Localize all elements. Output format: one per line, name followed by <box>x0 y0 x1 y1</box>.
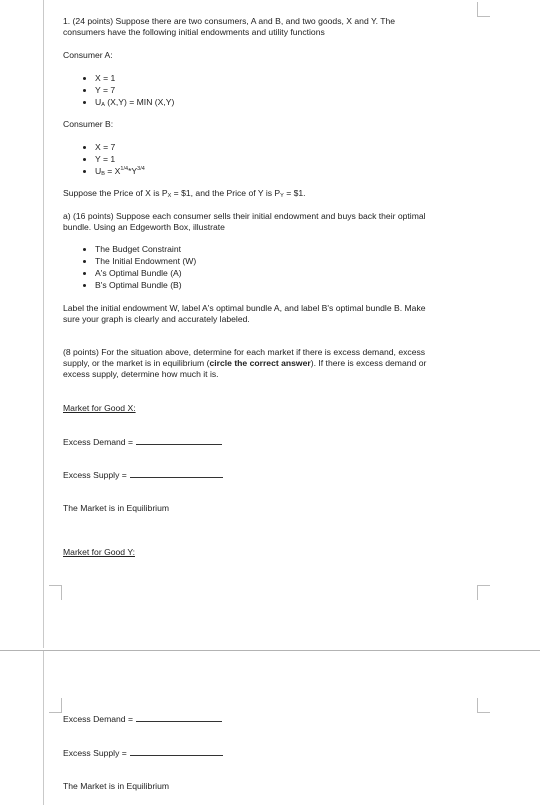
consumer-b-utility: $U_B = X^{1/4}*Y^{3/4}$ <box>95 166 145 177</box>
margin-corner-bottom-right <box>477 585 490 600</box>
margin-corner-bottom-left <box>49 585 62 600</box>
part-a-item-endowment: The Initial Endowment (W) <box>95 256 197 266</box>
answer-blank-y-demand[interactable] <box>136 713 222 722</box>
part-b-line1: (8 points) For the situation above, determine for each market if there is excess demand, excess <box>63 347 426 357</box>
bullet-dot <box>83 77 86 80</box>
part-b-line3: excess supply, determine how much it is. <box>63 369 219 379</box>
part-a-item-budget: The Budget Constraint <box>95 244 181 254</box>
page2-left-edge <box>43 651 44 805</box>
market-y-excess-demand: Excess Demand = <box>63 713 222 725</box>
consumer-a-heading: Consumer A: <box>63 50 113 60</box>
part-a-line1: a) (16 points) Suppose each consumer sells their initial endowment and buys back their optimal <box>63 211 426 221</box>
part-a-item-a-bundle: A's Optimal Bundle (A) <box>95 268 182 278</box>
market-x-heading: Market for Good X: <box>63 403 136 413</box>
consumer-b-x: X = 7 <box>95 142 116 152</box>
consumer-b-y: Y = 1 <box>95 154 116 164</box>
consumer-a-y: Y = 7 <box>95 85 116 95</box>
consumer-a-x: X = 1 <box>95 73 116 83</box>
question-intro-line1: 1. (24 points) Suppose there are two consumers, A and B, and two goods, X and Y. The <box>63 16 396 26</box>
page-left-edge <box>43 0 44 648</box>
market-y-equilibrium[interactable]: The Market is in Equilibrium <box>63 781 170 791</box>
answer-blank-x-demand[interactable] <box>136 436 222 445</box>
answer-blank-x-supply[interactable] <box>130 469 223 478</box>
part-a-line2: bundle. Using an Edgeworth Box, illustrate <box>63 222 225 232</box>
bullet-dot <box>83 158 86 161</box>
margin-corner-top-right <box>477 2 490 17</box>
part-a-label-line2: sure your graph is clearly and accurately labeled. <box>63 314 250 324</box>
market-x-excess-demand: Excess Demand = <box>63 436 222 448</box>
page-break <box>0 650 540 651</box>
bullet-dot <box>83 146 86 149</box>
prices-statement: Suppose the Price of X is $P_X$ = $1, and the Price of Y is $P_Y$ = $1. <box>63 188 306 199</box>
market-x-equilibrium[interactable]: The Market is in Equilibrium <box>63 503 170 513</box>
page2-margin-corner-top-right <box>477 698 490 713</box>
part-b-line2: supply, or the market is in equilibrium (circle the correct answer). If there is excess demand or <box>63 358 427 368</box>
market-y-excess-supply: Excess Supply = <box>63 747 223 759</box>
bullet-dot <box>83 272 86 275</box>
part-a-label-line1: Label the initial endowment W, label A's optimal bundle A, and label B's optimal bundle B. Make <box>63 303 426 313</box>
bullet-dot <box>83 260 86 263</box>
market-y-heading: Market for Good Y: <box>63 547 135 557</box>
bullet-dot <box>83 284 86 287</box>
question-intro-line2: consumers have the following initial endowments and utility functions <box>63 27 325 37</box>
bullet-dot <box>83 101 86 104</box>
page2-margin-corner-top-left <box>49 698 62 713</box>
bullet-dot <box>83 170 86 173</box>
consumer-b-heading: Consumer B: <box>63 119 114 129</box>
bullet-dot <box>83 89 86 92</box>
market-x-excess-supply: Excess Supply = <box>63 469 223 481</box>
bullet-dot <box>83 248 86 251</box>
consumer-a-utility: $U_A$ (X,Y) = MIN (X,Y) <box>95 97 175 108</box>
answer-blank-y-supply[interactable] <box>130 747 223 756</box>
part-a-item-b-bundle: B's Optimal Bundle (B) <box>95 280 182 290</box>
